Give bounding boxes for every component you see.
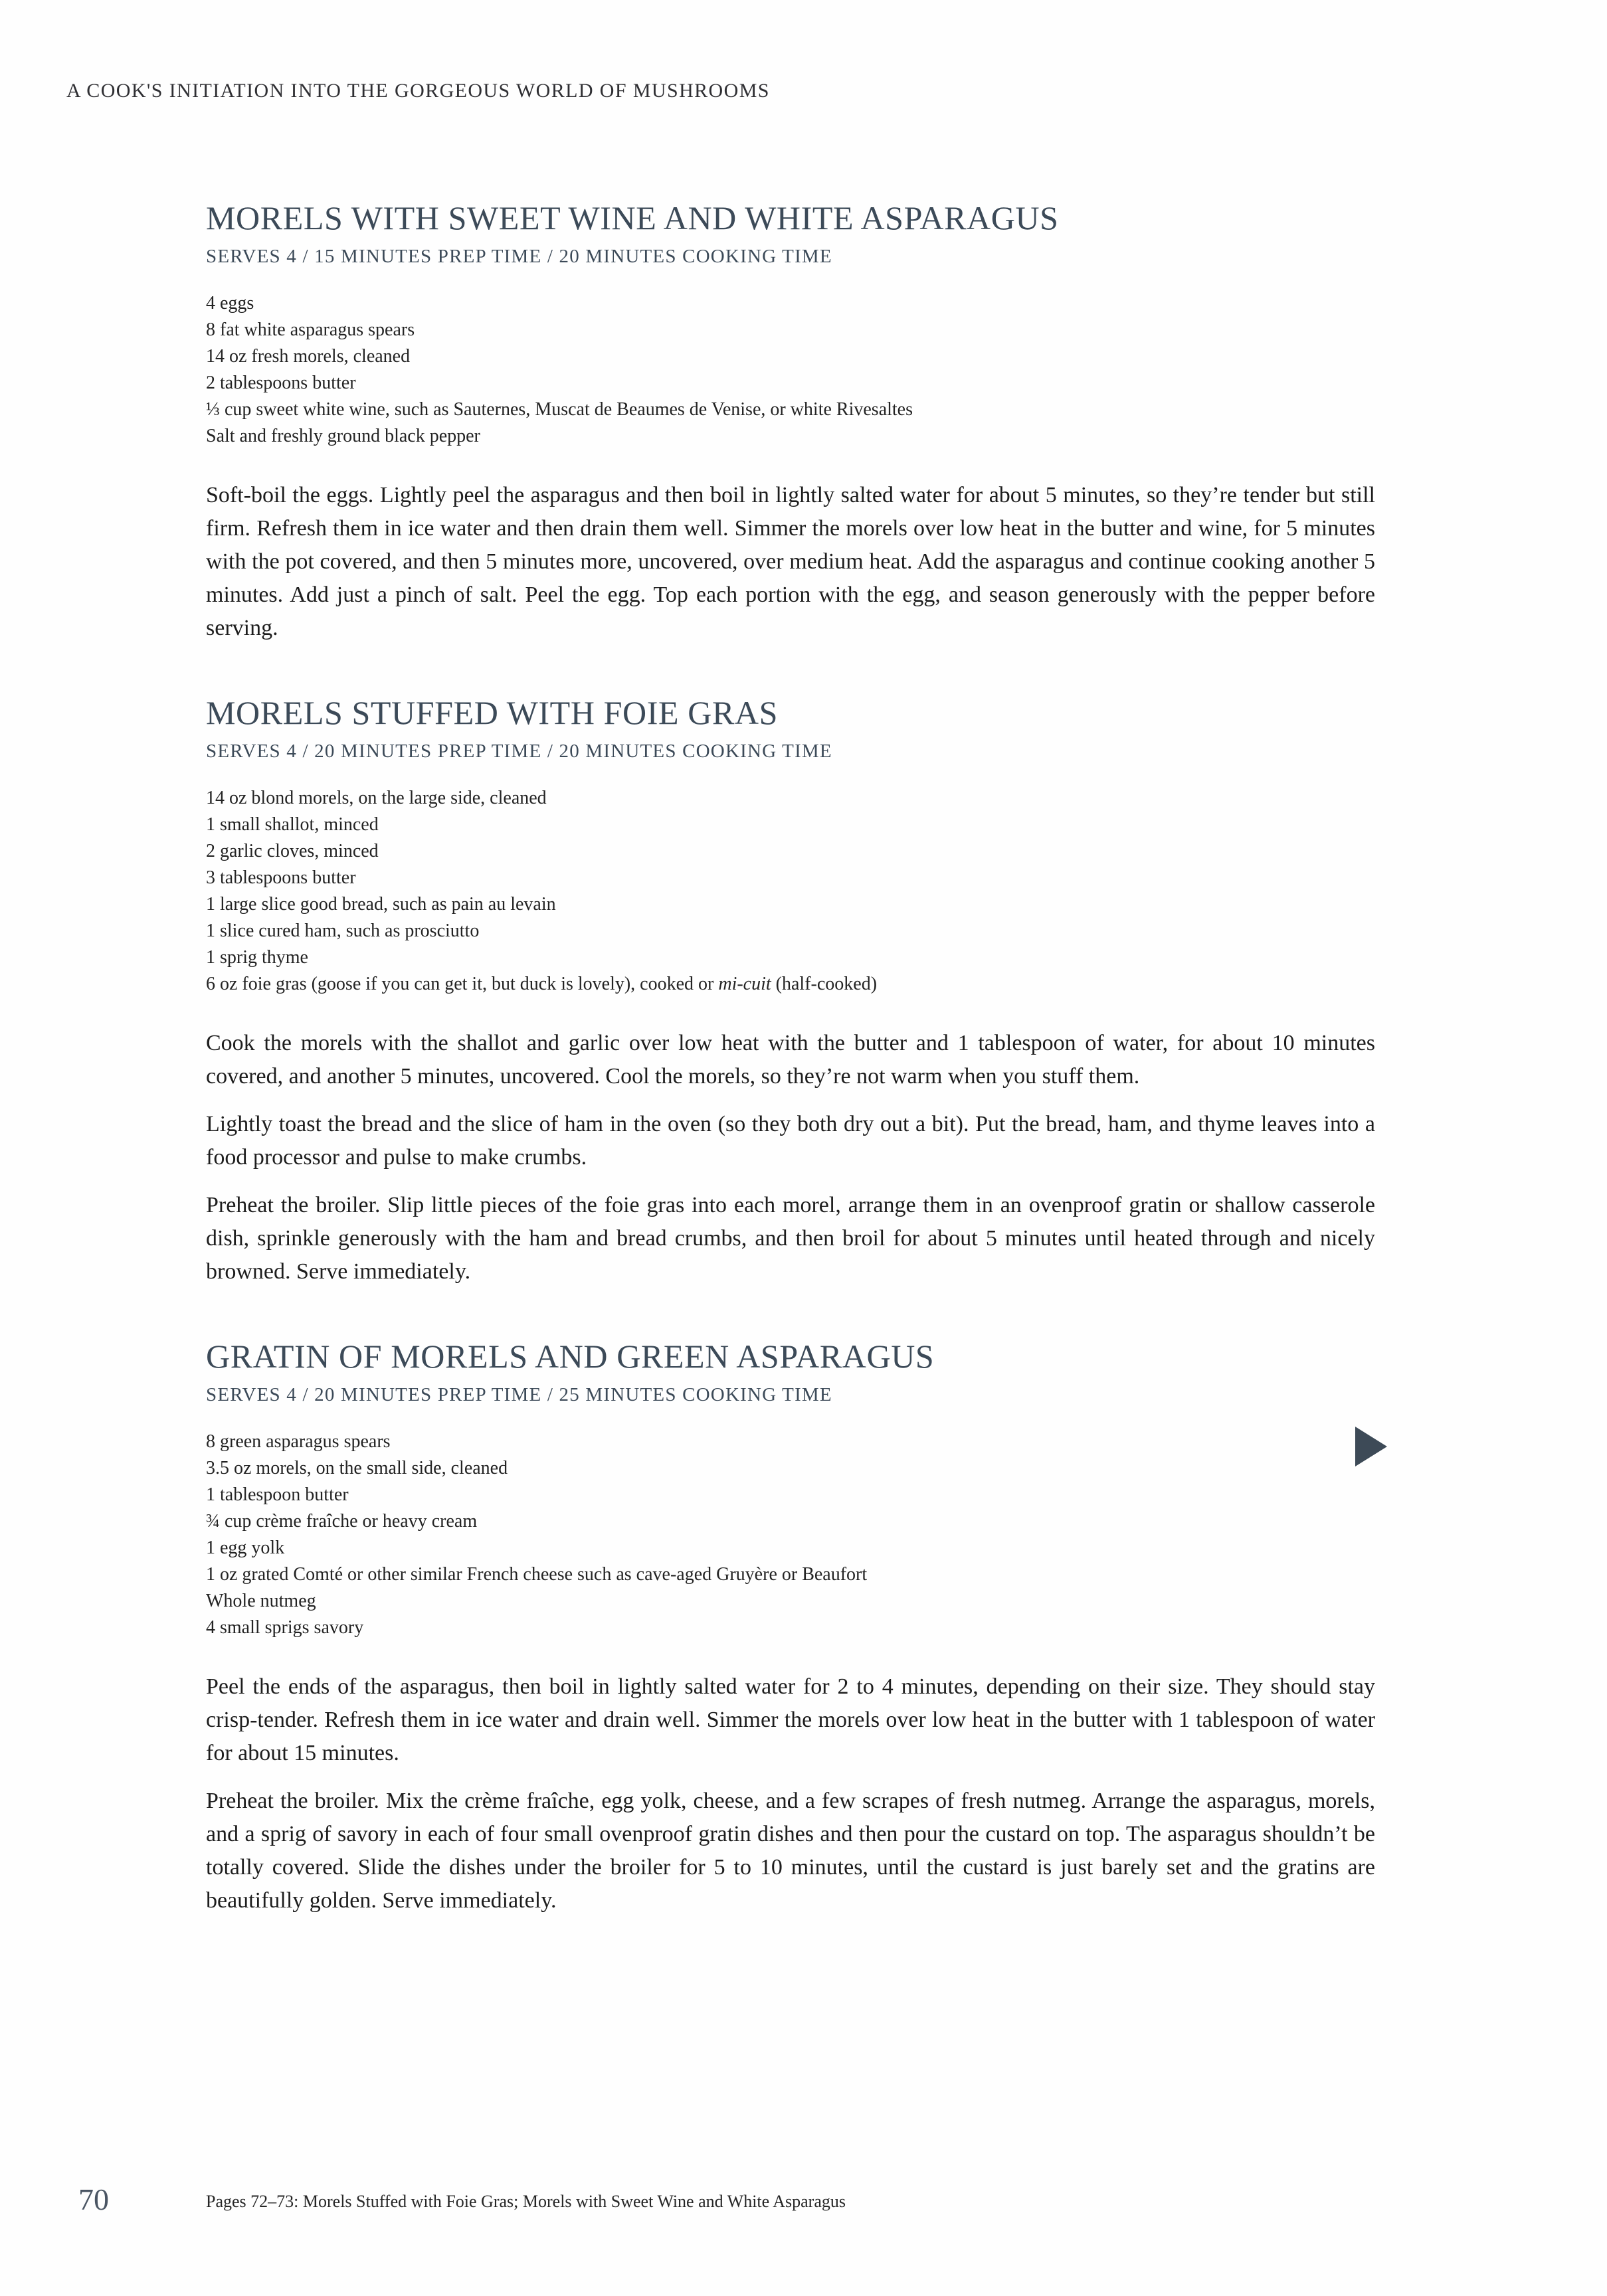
right-pointing-triangle-icon: [1355, 1427, 1387, 1466]
section-spacer: [206, 645, 1375, 694]
instruction-list-1: [206, 479, 1375, 645]
recipe-meta-1: SERVES 4 / 15 MINUTES PREP TIME / 20 MINUTES COOKING TIME: [206, 246, 832, 267]
ingredient-text-after: (half-cooked): [771, 974, 878, 995]
list-item: Whole nutmeg: [206, 1591, 316, 1612]
instruction-list-3: [206, 1670, 1375, 1917]
page-number: 70: [78, 2182, 109, 2216]
content-column: [206, 199, 1375, 1917]
list-item: 1 oz grated Comté or other similar French cheese such as cave-aged Gruyère or Beaufort: [206, 1564, 868, 1585]
list-item: 14 oz fresh morels, cleaned: [206, 346, 411, 367]
recipe-meta-2: SERVES 4 / 20 MINUTES PREP TIME / 20 MINUTES COOKING TIME: [206, 741, 832, 762]
list-item: 2 garlic cloves, minced: [206, 841, 379, 862]
recipe-title-1: MORELS WITH SWEET WINE AND WHITE ASPARAGUS: [206, 199, 1059, 236]
ingredient-term-italic: mi-cuit: [718, 974, 771, 995]
list-item: 1 large slice good bread, such as pain au levain: [206, 894, 556, 915]
list-item: 8 green asparagus spears: [206, 1431, 391, 1453]
list-item: 3.5 oz morels, on the small side, cleaned: [206, 1458, 508, 1479]
list-item: 14 oz blond morels, on the large side, cleaned: [206, 788, 547, 809]
list-item: 3 tablespoons butter: [206, 867, 356, 889]
list-item: ⅓ cup sweet white wine, such as Sauternes, Muscat de Beaumes de Venise, or white Rivesaltes: [206, 399, 913, 420]
running-head: A COOK'S INITIATION INTO THE GORGEOUS WORLD OF MUSHROOMS: [66, 80, 770, 102]
list-item: 1 tablespoon butter: [206, 1484, 349, 1506]
recipe-meta-3: SERVES 4 / 20 MINUTES PREP TIME / 25 MINUTES COOKING TIME: [206, 1384, 832, 1406]
list-item: 4 eggs: [206, 293, 254, 313]
ingredient-list-3: [206, 1429, 1375, 1641]
list-item: 1 slice cured ham, such as prosciutto: [206, 921, 480, 942]
recipe-section-1: [206, 199, 1375, 645]
instruction-paragraph: Peel the ends of the asparagus, then boil in lightly salted water for 2 to 4 minutes, depending on their size. They should stay crisp-tender. Refresh them in ice water and drain well. Simmer the morels over low heat in the butter with 1 tablespoon of water for about 15 minutes.: [206, 1674, 1375, 1766]
list-item: Salt and freshly ground black pepper: [206, 426, 480, 447]
ingredient-list-1: [206, 290, 1375, 450]
instruction-paragraph: Cook the morels with the shallot and garlic over low heat with the butter and 1 tablespoon of water, for about 10 minutes covered, and another 5 minutes, uncovered. Cool the morels, so they’re not warm when you stuff them.: [206, 1031, 1375, 1089]
ingredient-text-before: 6 oz foie gras (goose if you can get it, but duck is lovely), cooked or: [206, 974, 719, 995]
section-spacer: [206, 1288, 1375, 1338]
instruction-paragraph: Soft-boil the eggs. Lightly peel the asparagus and then boil in lightly salted water for about 5 minutes, so they’re tender but still firm. Refresh them in ice water and then drain them well. Simmer the morels over low heat in the butter and wine, for 5 minutes with the pot covered, and then 5 minutes more, uncovered, over medium heat. Add the asparagus and continue cooking another 5 minutes. Add just a pinch of salt. Peel the egg. Top each portion with the egg, and season generously with the pepper before serving.: [206, 483, 1375, 641]
list-item: 1 small shallot, minced: [206, 814, 379, 836]
instruction-paragraph: Lightly toast the bread and the slice of ham in the oven (so they both dry out a bit). Put the bread, ham, and thyme leaves into a food processor and pulse to make crumbs.: [206, 1112, 1375, 1170]
list-item: 8 fat white asparagus spears: [206, 319, 415, 341]
list-item: 2 tablespoons butter: [206, 373, 356, 394]
recipe-section-3: [206, 1338, 1375, 1917]
list-item: 1 egg yolk: [206, 1538, 285, 1559]
list-item: ¾ cup crème fraîche or heavy cream: [206, 1511, 478, 1532]
list-item: 1 sprig thyme: [206, 947, 308, 968]
list-item: 4 small sprigs savory: [206, 1617, 364, 1638]
instruction-paragraph: Preheat the broiler. Slip little pieces of the foie gras into each morel, arrange them in an ovenproof gratin or shallow casserole dish, sprinkle generously with the ham and bread crumbs, and then broil for about 5 minutes until heated through and nicely browned. Serve immediately.: [206, 1193, 1375, 1284]
ingredient-list-2: [206, 785, 1375, 998]
photo-caption: Pages 72–73: Morels Stuffed with Foie Gras; Morels with Sweet Wine and White Asparagus: [206, 2192, 846, 2211]
list-item-foie-gras: [206, 971, 1375, 998]
instruction-paragraph: Preheat the broiler. Mix the crème fraîche, egg yolk, cheese, and a few scrapes of fresh nutmeg. Arrange the asparagus, morels, and a sprig of savory in each of four small ovenproof gratin dishes and then pour the custard on top. The asparagus shouldn’t be totally covered. Slide the dishes under the broiler for 5 to 10 minutes, until the custard is just barely set and the gratins are beautifully golden. Serve immediately.: [206, 1789, 1375, 1913]
instruction-list-2: [206, 1027, 1375, 1288]
recipe-title-2: MORELS STUFFED WITH FOIE GRAS: [206, 694, 779, 732]
recipe-title-3: GRATIN OF MORELS AND GREEN ASPARAGUS: [206, 1338, 935, 1375]
recipe-section-2: [206, 694, 1375, 1288]
